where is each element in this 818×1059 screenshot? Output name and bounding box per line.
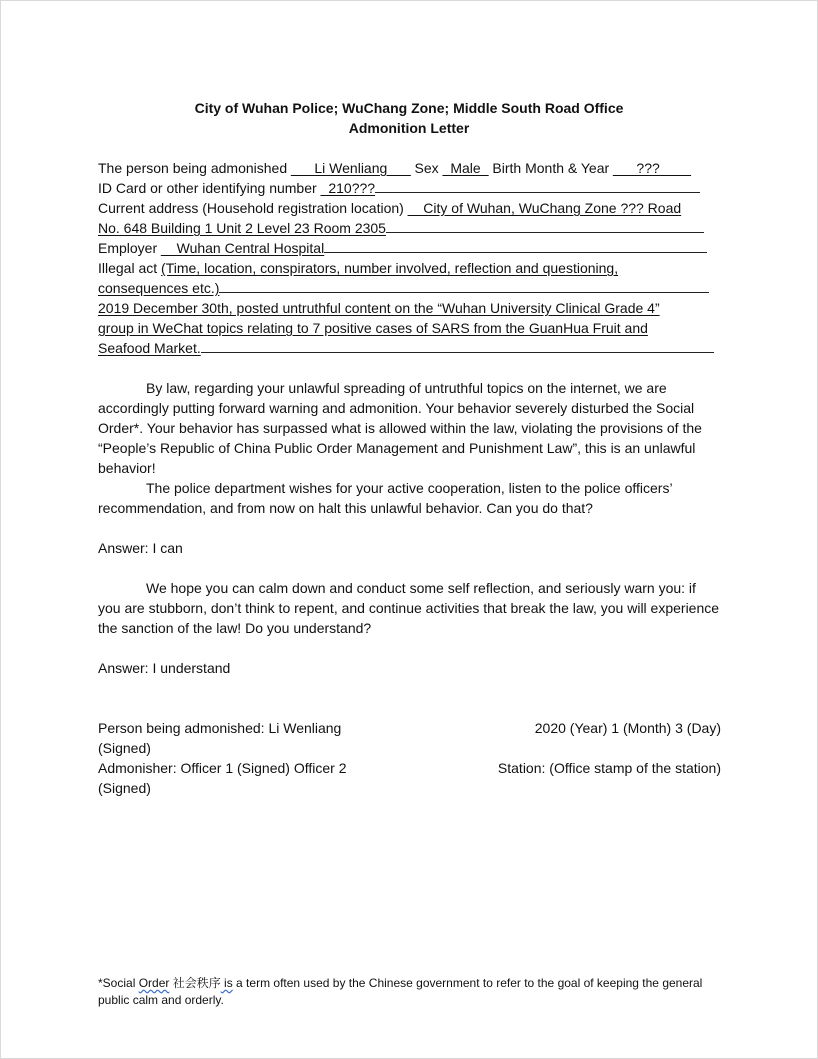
person-value: Li Wenliang (314, 160, 388, 176)
illegal-text-1: 2019 December 30th, posted untruthful content on the “Wuhan University Clinical Grade 4” (98, 300, 660, 316)
person-signature: Person being admonished: Li Wenliang (98, 720, 342, 736)
admonisher-signature: Admonisher: Officer 1 (Signed) Officer 2 (98, 760, 347, 776)
address-row-2 (98, 218, 720, 238)
illegal-text-2: group in WeChat topics relating to 7 positive cases of SARS from the GuanHua Fruit and (98, 320, 648, 336)
address-label: Current address (Household registration location) (98, 200, 404, 216)
blank-line (324, 238, 707, 253)
employer-row: Employer __Wuhan Central Hospital (98, 238, 720, 258)
illegal-row-4 (98, 318, 720, 338)
id-label: ID Card or other identifying number (98, 180, 317, 196)
illegal-note-2: consequences etc.) (98, 280, 220, 296)
paragraph-warning: By law, regarding your unlawful spreading of untruthful topics on the internet, we are accordingly putting forward warning and admonition. Your behavior severely disturbed the Social Order*. Your behavior has surpassed what is allowed within the law, violating the provisions of the “People’s Republic of China Public Order Management and Punishment Law”, this is an unlawful behavior! (98, 380, 702, 476)
footnote-rest: a term often used by the Chinese government to refer to the goal of keeping the general public calm and orderly. (98, 976, 703, 1007)
station-stamp: Station: (Office stamp of the station) (497, 760, 721, 776)
sex-label: Sex (414, 160, 439, 176)
id-row: ID Card or other identifying number _210??? (98, 178, 720, 198)
illegal-row-3 (98, 298, 720, 318)
header-office: City of Wuhan Police; WuChang Zone; Middle South Road Office (194, 100, 624, 116)
blank-line (386, 218, 704, 233)
id-value: 210??? (328, 180, 376, 196)
blank-line (219, 278, 709, 293)
address-value-1: City of Wuhan, WuChang Zone ??? Road (423, 200, 682, 216)
blank-line (201, 338, 714, 353)
footnote-is-word: is (220, 976, 233, 990)
person-signed: (Signed) (98, 740, 151, 756)
sex-value: Male (450, 160, 481, 176)
admonisher-signed: (Signed) (98, 780, 151, 796)
person-label: The person being admonished (98, 160, 288, 176)
answer-1: Answer: I can (98, 540, 183, 556)
footnote-order-word: Order (138, 976, 170, 990)
blank-line (375, 178, 700, 193)
address-value-2: No. 648 Building 1 Unit 2 Level 23 Room 2305 (98, 220, 386, 236)
employer-value: Wuhan Central Hospital (176, 240, 325, 256)
address-row: Current address (Household registration location) __City of Wuhan, WuChang Zone ??? Road (98, 200, 682, 216)
employer-label: Employer (98, 240, 158, 256)
header-letter-title: Admonition Letter (348, 120, 470, 136)
illegal-row (98, 258, 720, 278)
footnote (98, 975, 718, 1009)
footnote-chinese: 社会秩序 (169, 976, 221, 990)
illegal-text-3: Seafood Market. (98, 340, 201, 356)
illegal-label: Illegal act (98, 260, 158, 276)
paragraph-cooperation: The police department wishes for your active cooperation, listen to the police officers’ recommendation, and from now on halt this unlawful behavior. Can you do that? (98, 480, 673, 516)
illegal-row-5 (98, 338, 720, 358)
illegal-note-1: (Time, location, conspirators, number involved, reflection and questioning, (161, 260, 619, 276)
paragraph-reflection: We hope you can calm down and conduct some self reflection, and seriously warn you: if you are stubborn, don’t think to repent, and continue activities that break the law, you will experience the sanction of the law! Do you understand? (98, 580, 720, 636)
footnote-prefix: *Social (98, 976, 139, 990)
letter-date: 2020 (Year) 1 (Month) 3 (Day) (534, 720, 721, 736)
birth-value: ??? (636, 160, 660, 176)
illegal-row-2 (98, 278, 720, 298)
birth-label: Birth Month & Year (492, 160, 610, 176)
person-row: The person being admonished ___Li Wenliang___ Sex _Male_ Birth Month & Year ___???____ (98, 160, 691, 176)
answer-2: Answer: I understand (98, 660, 231, 676)
